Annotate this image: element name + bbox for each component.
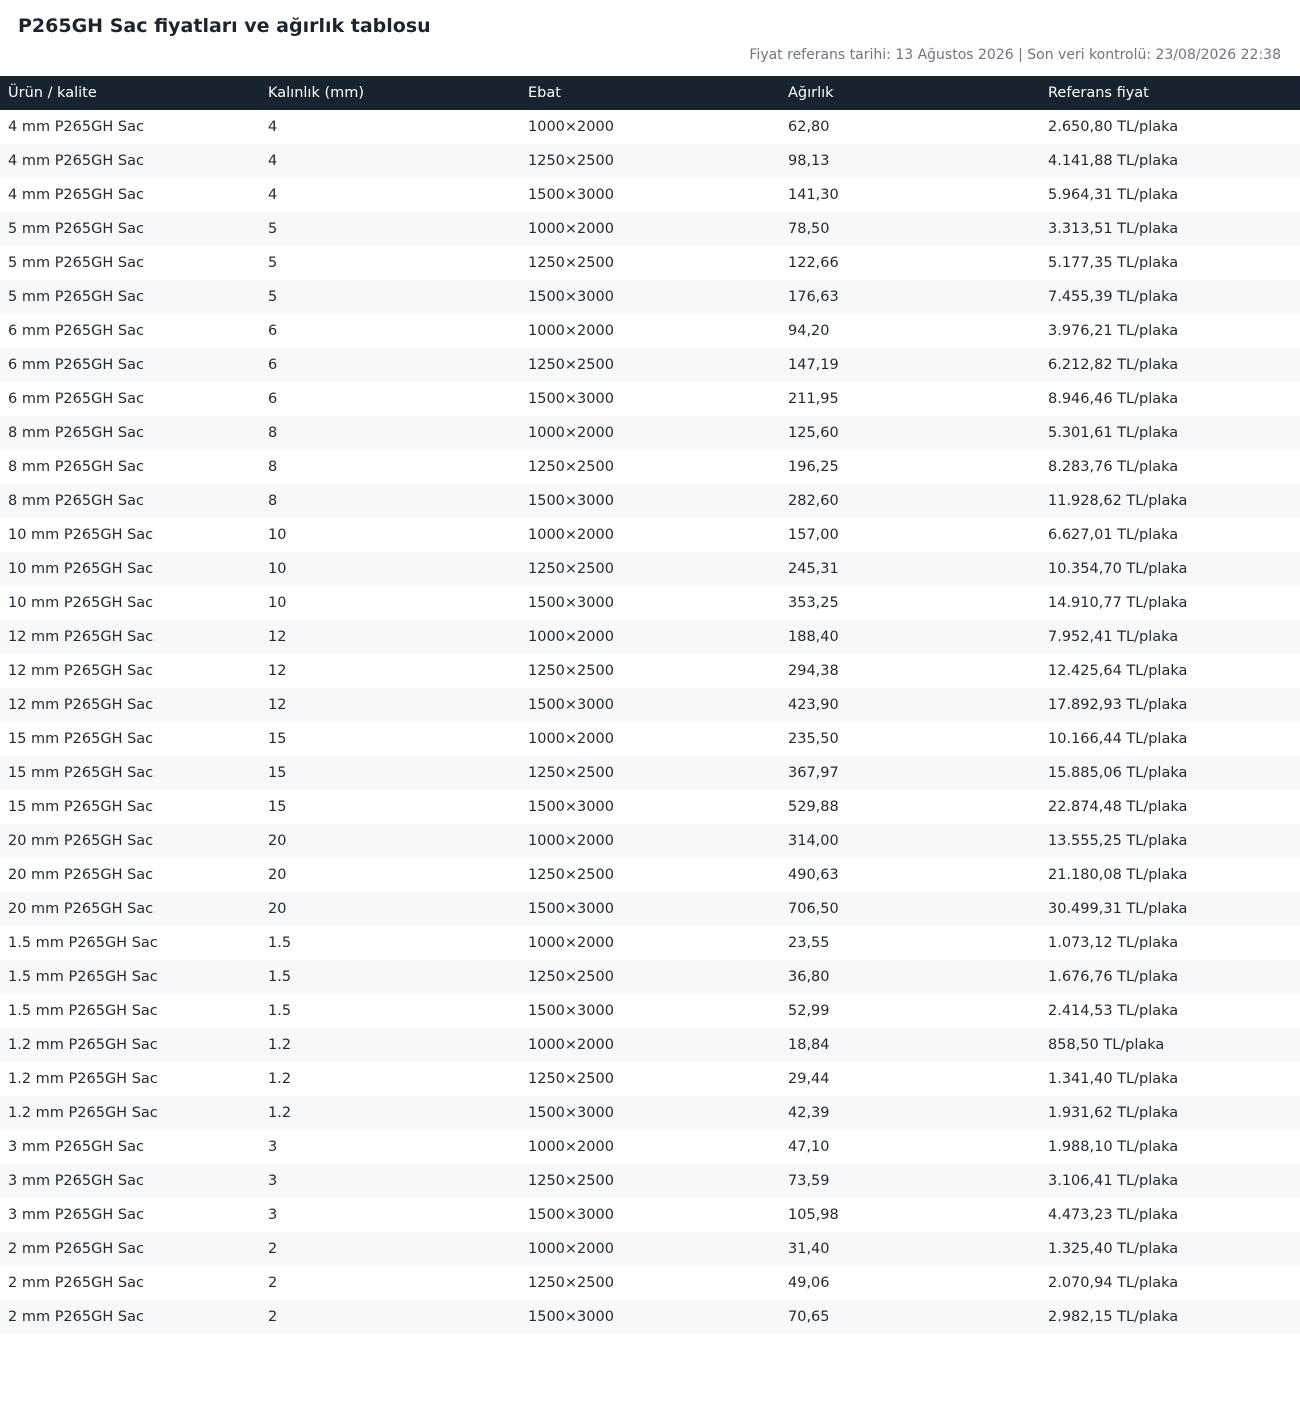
weight-cell: 423,90 [780,688,1040,722]
thickness-cell: 8 [260,416,520,450]
table-row [0,756,1300,790]
weight-cell: 245,31 [780,552,1040,586]
size-cell: 1500×3000 [528,187,614,203]
size-cell: 1000×2000 [520,1028,780,1062]
table-row [0,722,1300,756]
price-cell: 15.885,06 TL/plaka [1040,756,1300,790]
price-weight-table [0,76,1300,1334]
product-cell: 12 mm P265GH Sac [8,663,154,679]
size-cell: 1250×2500 [528,1275,614,1291]
product-cell: 1.5 mm P265GH Sac [8,935,158,951]
thickness-cell: 2 [268,1275,278,1291]
size-cell: 1000×2000 [520,416,780,450]
table-row [0,1062,1300,1096]
weight-cell: 490,63 [788,867,839,883]
product-cell: 3 mm P265GH Sac [8,1207,144,1223]
table-row [0,518,1300,552]
weight-cell: 47,10 [788,1139,830,1155]
size-cell: 1000×2000 [520,620,780,654]
size-cell: 1250×2500 [528,459,614,475]
table-row [0,178,1300,212]
size-cell: 1250×2500 [520,348,780,382]
size-cell: 1500×3000 [520,1096,780,1130]
weight-cell: 147,19 [780,348,1040,382]
weight-cell: 282,60 [780,484,1040,518]
table-row [0,994,1300,1028]
column-header-product: Ürün / kalite [0,76,260,110]
column-header-weight: Ağırlık [780,76,1040,110]
price-cell: 3.976,21 TL/plaka [1048,323,1179,339]
size-cell: 1000×2000 [528,527,614,543]
product-cell: 6 mm P265GH Sac [8,323,144,339]
weight-cell: 23,55 [788,935,830,951]
price-cell: 7.952,41 TL/plaka [1040,620,1300,654]
size-cell: 1500×3000 [520,892,780,926]
table-row [0,280,1300,314]
page-title: P265GH Sac fiyatları ve ağırlık tablosu [18,15,431,37]
product-cell: 8 mm P265GH Sac [0,416,260,450]
thickness-cell: 12 [260,620,520,654]
product-cell: 20 mm P265GH Sac [0,824,260,858]
thickness-cell: 10 [268,595,287,611]
thickness-cell: 3 [260,1164,520,1198]
price-cell: 4.473,23 TL/plaka [1048,1207,1179,1223]
size-cell: 1000×2000 [520,212,780,246]
size-cell: 1500×3000 [520,280,780,314]
thickness-cell: 5 [268,255,278,271]
price-cell: 3.313,51 TL/plaka [1040,212,1300,246]
thickness-cell: 8 [268,459,278,475]
thickness-cell: 20 [260,892,520,926]
weight-cell: 78,50 [780,212,1040,246]
column-header-size: Ebat [520,76,780,110]
thickness-cell: 2 [260,1300,520,1334]
thickness-cell: 12 [268,663,287,679]
size-cell: 1000×2000 [528,323,614,339]
table-row [0,1028,1300,1062]
table-row [0,382,1300,416]
product-cell: 10 mm P265GH Sac [0,552,260,586]
size-cell: 1000×2000 [528,1139,614,1155]
size-cell: 1250×2500 [528,255,614,271]
price-cell: 1.073,12 TL/plaka [1048,935,1179,951]
weight-cell: 235,50 [788,731,839,747]
price-cell: 2.982,15 TL/plaka [1040,1300,1300,1334]
size-cell: 1000×2000 [520,1232,780,1266]
product-cell: 20 mm P265GH Sac [0,892,260,926]
thickness-cell: 6 [260,348,520,382]
thickness-cell: 20 [260,824,520,858]
table-row [0,1232,1300,1266]
weight-cell: 31,40 [780,1232,1040,1266]
weight-cell: 294,38 [788,663,839,679]
price-cell: 10.354,70 TL/plaka [1040,552,1300,586]
thickness-cell: 4 [260,144,520,178]
price-cell: 6.627,01 TL/plaka [1048,527,1179,543]
product-cell: 5 mm P265GH Sac [0,212,260,246]
thickness-cell: 2 [260,1232,520,1266]
weight-cell: 94,20 [788,323,830,339]
weight-cell: 125,60 [780,416,1040,450]
price-cell: 1.931,62 TL/plaka [1040,1096,1300,1130]
size-cell: 1500×3000 [528,799,614,815]
price-cell: 4.141,88 TL/plaka [1040,144,1300,178]
size-cell: 1250×2500 [520,1164,780,1198]
product-cell: 6 mm P265GH Sac [8,391,144,407]
size-cell: 1000×2000 [528,731,614,747]
product-cell: 2 mm P265GH Sac [8,1275,144,1291]
size-cell: 1250×2500 [520,756,780,790]
size-cell: 1500×3000 [520,688,780,722]
price-cell: 8.946,46 TL/plaka [1048,391,1179,407]
price-cell: 10.166,44 TL/plaka [1048,731,1188,747]
product-cell: 1.2 mm P265GH Sac [0,1096,260,1130]
table-row [0,1164,1300,1198]
price-cell: 2.650,80 TL/plaka [1048,119,1179,135]
table-row [0,1096,1300,1130]
table-row [0,688,1300,722]
weight-cell: 73,59 [780,1164,1040,1198]
size-cell: 1250×2500 [528,1071,614,1087]
weight-cell: 211,95 [788,391,839,407]
weight-cell: 62,80 [788,119,830,135]
thickness-cell: 5 [260,212,520,246]
column-header-price: Referans fiyat [1040,76,1300,110]
product-cell: 8 mm P265GH Sac [0,484,260,518]
table-row [0,144,1300,178]
table-row [0,484,1300,518]
product-cell: 15 mm P265GH Sac [0,756,260,790]
table-row [0,620,1300,654]
product-cell: 3 mm P265GH Sac [8,1139,144,1155]
size-cell: 1250×2500 [520,552,780,586]
thickness-cell: 3 [268,1139,278,1155]
size-cell: 1250×2500 [520,144,780,178]
thickness-cell: 3 [268,1207,278,1223]
product-cell: 1.5 mm P265GH Sac [8,1003,158,1019]
price-reference-meta: Fiyat referans tarihi: 13 Ağustos 2026 | Son veri kontrolü: 23/08/2026 22:38 [749,47,1281,63]
table-row [0,1266,1300,1300]
weight-cell: 196,25 [788,459,839,475]
thickness-cell: 20 [268,867,287,883]
weight-cell: 706,50 [780,892,1040,926]
weight-cell: 52,99 [788,1003,830,1019]
product-cell: 1.5 mm P265GH Sac [0,960,260,994]
product-cell: 15 mm P265GH Sac [8,731,154,747]
thickness-cell: 1.5 [268,935,292,951]
thickness-cell: 10 [260,552,520,586]
weight-cell: 18,84 [780,1028,1040,1062]
size-cell: 1250×2500 [520,960,780,994]
table-header-row [0,76,1300,110]
product-cell: 4 mm P265GH Sac [8,119,144,135]
weight-cell: 314,00 [780,824,1040,858]
product-cell: 20 mm P265GH Sac [8,867,154,883]
table-row [0,110,1300,144]
product-cell: 12 mm P265GH Sac [0,620,260,654]
table-row [0,1198,1300,1232]
size-cell: 1000×2000 [528,935,614,951]
price-cell: 1.325,40 TL/plaka [1040,1232,1300,1266]
table-row [0,926,1300,960]
thickness-cell: 15 [260,756,520,790]
price-cell: 2.414,53 TL/plaka [1048,1003,1179,1019]
size-cell: 1500×3000 [528,391,614,407]
weight-cell: 29,44 [788,1071,830,1087]
size-cell: 1000×2000 [520,824,780,858]
product-cell: 12 mm P265GH Sac [0,688,260,722]
table-row [0,552,1300,586]
thickness-cell: 5 [260,280,520,314]
thickness-cell: 15 [268,799,287,815]
weight-cell: 70,65 [780,1300,1040,1334]
table-row [0,212,1300,246]
product-cell: 10 mm P265GH Sac [8,595,154,611]
price-cell: 11.928,62 TL/plaka [1040,484,1300,518]
table-row [0,824,1300,858]
weight-cell: 49,06 [788,1275,830,1291]
weight-cell: 98,13 [780,144,1040,178]
table-row [0,348,1300,382]
product-cell: 8 mm P265GH Sac [8,459,144,475]
table-row [0,654,1300,688]
price-cell: 30.499,31 TL/plaka [1040,892,1300,926]
price-cell: 1.341,40 TL/plaka [1048,1071,1179,1087]
weight-cell: 353,25 [788,595,839,611]
weight-cell: 529,88 [788,799,839,815]
thickness-cell: 15 [268,731,287,747]
price-cell: 3.106,41 TL/plaka [1040,1164,1300,1198]
product-cell: 10 mm P265GH Sac [8,527,154,543]
weight-cell: 176,63 [780,280,1040,314]
price-cell: 8.283,76 TL/plaka [1048,459,1179,475]
price-cell: 2.070,94 TL/plaka [1048,1275,1179,1291]
size-cell: 1500×3000 [528,595,614,611]
column-header-thickness: Kalınlık (mm) [260,76,520,110]
table-row [0,892,1300,926]
weight-cell: 122,66 [788,255,839,271]
price-cell: 5.301,61 TL/plaka [1040,416,1300,450]
product-cell: 1.2 mm P265GH Sac [8,1071,158,1087]
price-cell: 5.964,31 TL/plaka [1048,187,1179,203]
price-cell: 12.425,64 TL/plaka [1048,663,1188,679]
price-cell: 6.212,82 TL/plaka [1040,348,1300,382]
table-row [0,858,1300,892]
price-cell: 21.180,08 TL/plaka [1048,867,1188,883]
price-cell: 858,50 TL/plaka [1040,1028,1300,1062]
product-cell: 3 mm P265GH Sac [0,1164,260,1198]
weight-cell: 141,30 [788,187,839,203]
thickness-cell: 6 [268,391,278,407]
price-cell: 17.892,93 TL/plaka [1040,688,1300,722]
thickness-cell: 1.2 [260,1028,520,1062]
thickness-cell: 1.5 [260,960,520,994]
product-cell: 1.2 mm P265GH Sac [0,1028,260,1062]
weight-cell: 157,00 [788,527,839,543]
thickness-cell: 10 [268,527,287,543]
table-row [0,960,1300,994]
size-cell: 1250×2500 [528,867,614,883]
product-cell: 4 mm P265GH Sac [8,187,144,203]
product-cell: 4 mm P265GH Sac [0,144,260,178]
size-cell: 1000×2000 [528,119,614,135]
thickness-cell: 4 [268,119,278,135]
product-cell: 5 mm P265GH Sac [8,255,144,271]
table-row [0,1300,1300,1334]
table-row [0,586,1300,620]
thickness-cell: 8 [260,484,520,518]
weight-cell: 36,80 [780,960,1040,994]
product-cell: 2 mm P265GH Sac [0,1300,260,1334]
price-cell: 1.988,10 TL/plaka [1048,1139,1179,1155]
table-row [0,246,1300,280]
thickness-cell: 6 [268,323,278,339]
size-cell: 1500×3000 [520,484,780,518]
product-cell: 5 mm P265GH Sac [0,280,260,314]
size-cell: 1250×2500 [528,663,614,679]
thickness-cell: 1.5 [268,1003,292,1019]
table-row [0,450,1300,484]
product-cell: 2 mm P265GH Sac [0,1232,260,1266]
table-row [0,416,1300,450]
size-cell: 1500×3000 [528,1003,614,1019]
weight-cell: 188,40 [780,620,1040,654]
weight-cell: 42,39 [780,1096,1040,1130]
thickness-cell: 1.2 [268,1071,292,1087]
table-row [0,314,1300,348]
weight-cell: 367,97 [780,756,1040,790]
weight-cell: 105,98 [788,1207,839,1223]
thickness-cell: 1.2 [260,1096,520,1130]
product-cell: 15 mm P265GH Sac [8,799,154,815]
table-row [0,1130,1300,1164]
product-cell: 6 mm P265GH Sac [0,348,260,382]
size-cell: 1500×3000 [528,1207,614,1223]
table-body [0,110,1300,1334]
size-cell: 1500×3000 [520,1300,780,1334]
price-cell: 7.455,39 TL/plaka [1040,280,1300,314]
price-cell: 22.874,48 TL/plaka [1048,799,1188,815]
thickness-cell: 4 [268,187,278,203]
table-row [0,790,1300,824]
price-cell: 13.555,25 TL/plaka [1040,824,1300,858]
price-cell: 5.177,35 TL/plaka [1048,255,1179,271]
price-cell: 14.910,77 TL/plaka [1048,595,1188,611]
thickness-cell: 12 [260,688,520,722]
price-cell: 1.676,76 TL/plaka [1040,960,1300,994]
